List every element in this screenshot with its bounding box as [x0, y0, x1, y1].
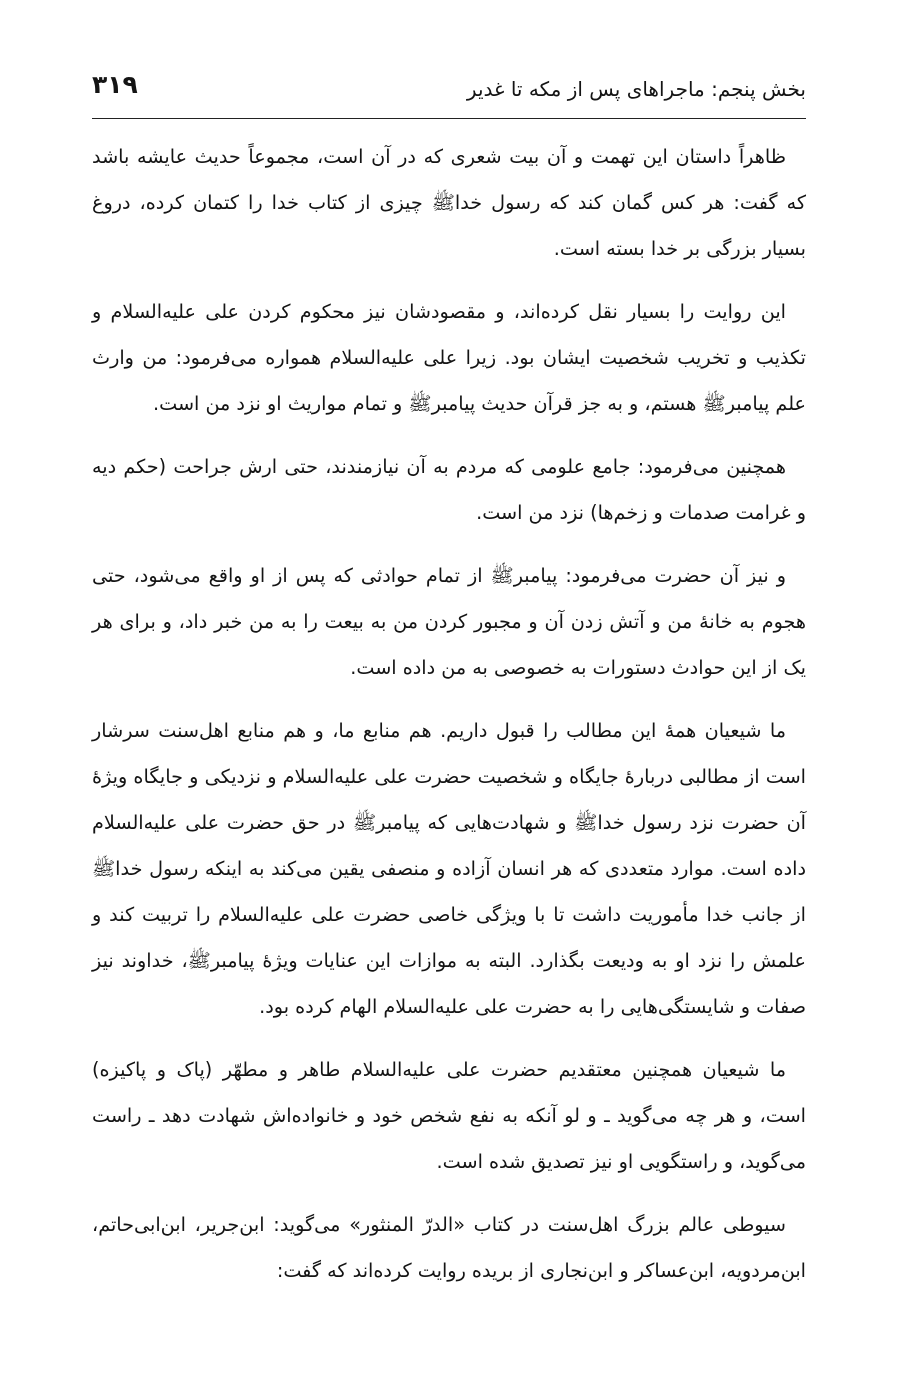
- paragraph-4: و نیز آن حضرت می‌فرمود: پیامبرﷺ از تمام حوادثی که پس از او واقع می‌شود، حتی هجوم به خانهٔ من و آتش زدن آن و مجبور کردن من به بیعت را به من خبر داد، و برای هر یک از این حوادث دستورات به خصوصی به من داده است.: [92, 564, 806, 679]
- page-number: ۳۱۹: [92, 70, 138, 99]
- paragraph-1: ظاهراً داستان این تهمت و آن بیت شعری که در آن است، مجموعاً حدیث عایشه باشد که گفت: هر کس گمان کند که رسول خداﷺ چیزی از کتاب خدا را کتمان کرده، دروغ بسیار بزرگی بر خدا بسته است.: [92, 145, 806, 260]
- paragraph-5: ما شیعیان همهٔ این مطالب را قبول داریم. هم منابع ما، و هم منابع اهل‌سنت سرشار است از مطالبی دربارهٔ جایگاه و شخصیت حضرت علی علیه‌السلام و نزدیکی و جایگاه ویژهٔ آن حضرت نزد رسول خداﷺ و شهادت‌هایی که پیامبرﷺ در حق حضرت علی علیه‌السلام داده است. موارد متعددی که هر انسان آزاده و منصفی یقین می‌کند به اینکه رسول خداﷺ از جانب خدا مأموریت داشت تا با ویژگی خاصی حضرت علی علیه‌السلام را تربیت کند و علمش را نزد او به ودیعت بگذارد. البته به موازات این عنایات ویژهٔ پیامبرﷺ، خداوند نیز صفات و شایستگی‌هایی را به حضرت علی علیه‌السلام الهام کرده بود.: [92, 719, 806, 1018]
- body-text: [92, 134, 806, 1311]
- running-header-title: بخش پنجم: ماجراهای پس از مکه تا غدیر: [466, 77, 806, 101]
- paragraph-3: همچنین می‌فرمود: جامع علومی که مردم به آن نیازمندند، حتی ارش جراحت (حکم دیه و غرامت صدمات و زخم‌ها) نزد من است.: [92, 455, 806, 524]
- page-header: [92, 66, 806, 116]
- paragraph-7: سیوطی عالم بزرگ اهل‌سنت در کتاب «الدرّ المنثور» می‌گوید: ابن‌جریر، ابن‌ابی‌حاتم، ابن‌مردویه، ابن‌عساکر و ابن‌نجاری از بریده روایت کرده‌اند که گفت:: [92, 1213, 806, 1282]
- header-divider: [92, 118, 806, 119]
- paragraph-2: این روایت را بسیار نقل کرده‌اند، و مقصودشان نیز محکوم کردن علی علیه‌السلام و تکذیب و تخریب شخصیت ایشان بود. زیرا علی علیه‌السلام همواره می‌فرمود: من وارث علم پیامبرﷺ هستم، و به جز قرآن حدیث پیامبرﷺ و تمام مواریث او نزد من است.: [92, 300, 806, 415]
- paragraph-6: ما شیعیان همچنین معتقدیم حضرت علی علیه‌السلام طاهر و مطهّر (پاک و پاکیزه) است، و هر چه می‌گوید ـ و لو آنکه به نفع شخص خود و خانواده‌اش شهادت دهد ـ راست می‌گوید، و راستگویی او نیز تصدیق شده است.: [92, 1058, 806, 1173]
